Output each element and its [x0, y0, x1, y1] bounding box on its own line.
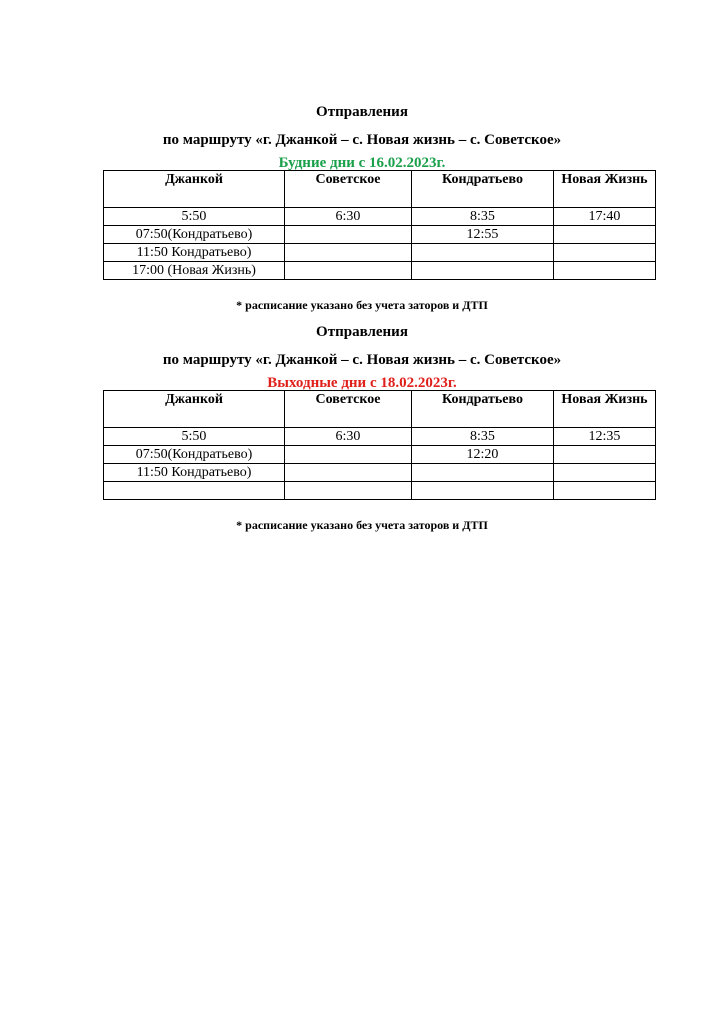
table-cell [554, 244, 656, 262]
column-header: Джанкой [104, 391, 285, 428]
period-label: Выходные дни с 18.02.2023г. [267, 375, 457, 391]
schedule-note: * расписание указано без учета заторов и ДТП [236, 298, 488, 312]
table-row [104, 464, 656, 482]
table-cell: 12:35 [554, 428, 656, 446]
table-cell: 07:50(Кондратьево) [104, 446, 285, 464]
table-row [104, 244, 656, 262]
table-cell: 5:50 [104, 428, 285, 446]
column-header: Джанкой [104, 171, 285, 208]
table-cell [554, 262, 656, 280]
column-header: Советское [285, 171, 412, 208]
table-cell: 6:30 [285, 208, 412, 226]
table-cell: 5:50 [104, 208, 285, 226]
column-header: Советское [285, 391, 412, 428]
table-cell: 17:00 (Новая Жизнь) [104, 262, 285, 280]
table-row [104, 262, 656, 280]
period-label: Будние дни с 16.02.2023г. [278, 155, 446, 171]
table-cell [412, 244, 554, 262]
table-cell [285, 226, 412, 244]
schedule-note: * расписание указано без учета заторов и ДТП [236, 518, 488, 532]
table-cell [554, 226, 656, 244]
column-header: Кондратьево [412, 171, 554, 208]
table-cell: 11:50 Кондратьево) [104, 244, 285, 262]
table-row [104, 428, 656, 446]
table-cell [285, 446, 412, 464]
table-cell [285, 244, 412, 262]
table-cell: 17:40 [554, 208, 656, 226]
table-row [104, 446, 656, 464]
table-cell: 12:55 [412, 226, 554, 244]
table-header-row [104, 391, 656, 428]
table-row [104, 208, 656, 226]
table-row [104, 226, 656, 244]
table-cell [554, 446, 656, 464]
table-row [104, 482, 656, 500]
route-title: по маршруту «г. Джанкой – с. Новая жизнь – с. Советское» [162, 352, 562, 368]
table-cell [285, 464, 412, 482]
column-header: Новая Жизнь [554, 391, 656, 428]
schedule-table-weekdays [103, 170, 656, 280]
route-title: по маршруту «г. Джанкой – с. Новая жизнь – с. Советское» [162, 132, 562, 148]
table-cell: 8:35 [412, 428, 554, 446]
section-weekends [0, 323, 724, 391]
table-cell [412, 262, 554, 280]
table-cell [285, 262, 412, 280]
schedule-table-weekends [103, 390, 656, 500]
section-title: Отправления [316, 104, 408, 120]
section-title: Отправления [316, 324, 408, 340]
column-header: Кондратьево [412, 391, 554, 428]
table-cell [285, 482, 412, 500]
table-cell: 07:50(Кондратьево) [104, 226, 285, 244]
table-cell [412, 482, 554, 500]
table-cell [554, 482, 656, 500]
table-cell: 11:50 Кондратьево) [104, 464, 285, 482]
section-weekdays [0, 103, 724, 171]
table-cell: 6:30 [285, 428, 412, 446]
table-cell [412, 464, 554, 482]
table-cell: 12:20 [412, 446, 554, 464]
table-header-row [104, 171, 656, 208]
column-header: Новая Жизнь [554, 171, 656, 208]
table-cell [104, 482, 285, 500]
table-cell: 8:35 [412, 208, 554, 226]
table-cell [554, 464, 656, 482]
